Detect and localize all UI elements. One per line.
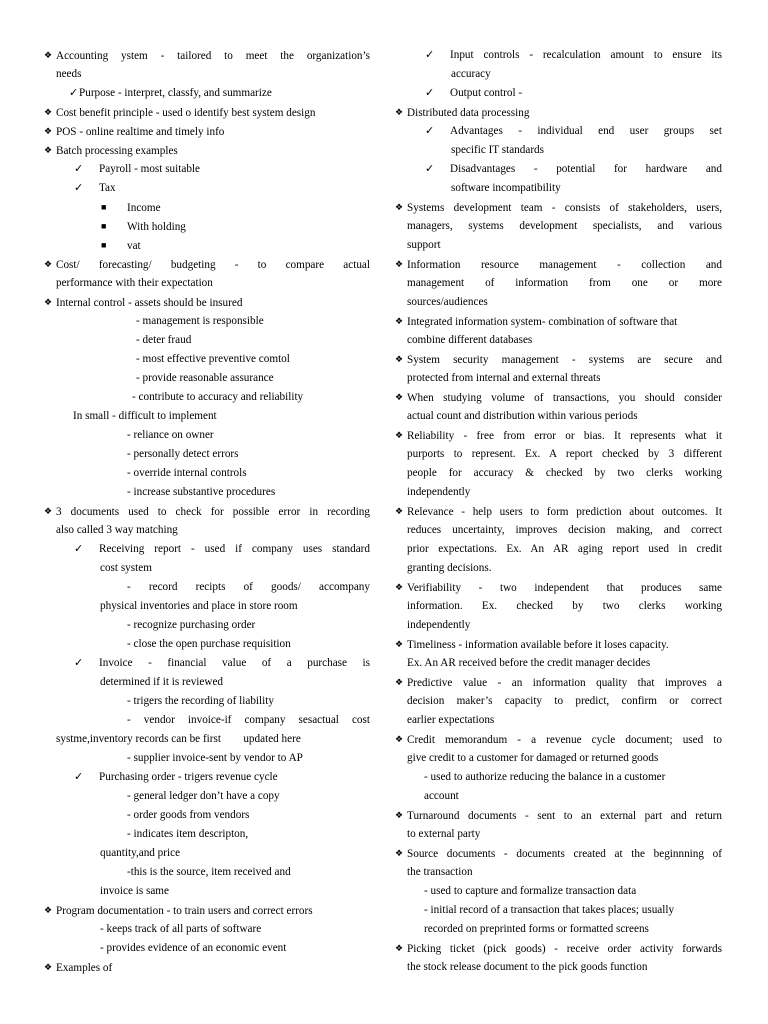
- line-text: granting decisions.: [407, 562, 492, 574]
- line-text: Batch processing examples: [56, 145, 178, 157]
- line-text: determined if it is reviewed: [100, 676, 224, 688]
- line-text: support: [407, 239, 441, 251]
- text-line: [395, 426, 722, 445]
- text-line: [44, 825, 370, 844]
- line-text: With holding: [127, 221, 186, 233]
- bullet-diamond-icon: ❖: [44, 297, 53, 307]
- text-line: [395, 521, 722, 540]
- text-line: [44, 350, 370, 369]
- bullet-diamond-icon: ❖: [44, 107, 53, 117]
- text-line: [395, 445, 722, 464]
- text-line: [395, 179, 722, 198]
- line-text: System security management - systems are secure and: [407, 354, 722, 366]
- text-line: [44, 692, 370, 711]
- line-text: - order goods from vendors: [127, 809, 250, 821]
- line-text: 3 documents used to check for possible error in recording: [56, 506, 370, 518]
- text-line: [395, 65, 722, 84]
- text-line: [395, 825, 722, 844]
- square-bullet-icon: ■: [101, 240, 107, 250]
- line-text: - vendor invoice-if company sesactual cost: [127, 714, 370, 726]
- line-text: specific IT standards: [451, 144, 544, 156]
- line-text: independently: [407, 619, 471, 631]
- text-line: [44, 559, 370, 578]
- text-line: [395, 654, 722, 673]
- line-text: cost system: [100, 562, 152, 574]
- line-text: - personally detect errors: [127, 448, 239, 460]
- line-text: give credit to a customer for damaged or returned goods: [407, 752, 659, 764]
- line-text: purports to represent. Ex. A report checked by 3 different: [407, 448, 722, 460]
- text-line: [44, 521, 370, 540]
- line-text: invoice is same: [100, 885, 169, 897]
- line-text: - supplier invoice-sent by vendor to AP: [127, 752, 303, 764]
- bullet-diamond-icon: ❖: [395, 259, 404, 269]
- line-text: - increase substantive procedures: [127, 486, 276, 498]
- text-line: [44, 483, 370, 502]
- text-line: [395, 901, 722, 920]
- text-line: [395, 293, 722, 312]
- line-text: Advantages - individual end user groups set: [450, 125, 722, 137]
- text-line: [44, 331, 370, 350]
- line-text: recorded on preprinted forms or formatted screens: [424, 923, 649, 935]
- right-column: [395, 46, 722, 977]
- text-line: [395, 369, 722, 388]
- text-line: [395, 635, 722, 654]
- line-text: Cost/ forecasting/ budgeting - to compare actual: [56, 259, 370, 271]
- line-text: - reliance on owner: [127, 429, 214, 441]
- line-text: Credit memorandum - a revenue cycle document; used to: [407, 734, 722, 746]
- line-text: Program documentation - to train users and correct errors: [56, 905, 313, 917]
- line-text: Payroll - most suitable: [99, 163, 200, 175]
- line-text: Output control -: [450, 87, 523, 99]
- line-text: In small - difficult to implement: [73, 410, 217, 422]
- line-text: - override internal controls: [127, 467, 247, 479]
- checkmark-icon: ✓: [425, 87, 435, 99]
- line-text: management of information from one or more: [407, 277, 722, 289]
- text-line: [395, 863, 722, 882]
- text-line: [44, 445, 370, 464]
- line-text: - record recipts of goods/ accompany: [127, 581, 370, 593]
- line-text: to external party: [407, 828, 481, 840]
- line-text: also called 3 way matching: [56, 524, 178, 536]
- text-line: [44, 749, 370, 768]
- line-text: POS - online realtime and timely info: [56, 126, 225, 138]
- text-line: [395, 882, 722, 901]
- line-text: Disadvantages - potential for hardware and: [450, 163, 722, 175]
- text-line: [395, 255, 722, 274]
- text-line: [44, 426, 370, 445]
- text-line: [395, 844, 722, 863]
- text-line: [395, 160, 722, 179]
- line-text: - provides evidence of an economic event: [100, 942, 287, 954]
- text-line: [395, 122, 722, 141]
- text-line: [44, 654, 370, 673]
- bullet-diamond-icon: ❖: [395, 202, 404, 212]
- text-line: [44, 730, 370, 749]
- bullet-diamond-icon: ❖: [395, 734, 404, 744]
- text-line: [395, 597, 722, 616]
- line-text: protected from internal and external threats: [407, 372, 601, 384]
- text-line: [44, 635, 370, 654]
- line-text: combine different databases: [407, 334, 533, 346]
- line-text: Picking ticket (pick goods) - receive order activity forwards: [407, 943, 722, 955]
- line-text: the stock release document to the pick goods function: [407, 961, 648, 973]
- text-line: [44, 407, 370, 426]
- bullet-diamond-icon: ❖: [44, 145, 53, 155]
- line-text: quantity,and price: [100, 847, 181, 859]
- text-line: [395, 958, 722, 977]
- text-line: [395, 46, 722, 65]
- line-text: prior expectations. Ex. An AR aging report used in credit: [407, 543, 722, 555]
- line-text: - used to authorize reducing the balance in a customer: [424, 771, 666, 783]
- text-line: [44, 464, 370, 483]
- text-line: [44, 293, 370, 312]
- text-line: [395, 407, 722, 426]
- text-line: [395, 768, 722, 787]
- checkmark-icon: ✓: [74, 771, 84, 783]
- bullet-diamond-icon: ❖: [44, 50, 53, 60]
- text-line: [395, 730, 722, 749]
- bullet-diamond-icon: ❖: [395, 107, 404, 117]
- text-line: [395, 692, 722, 711]
- text-line: [44, 369, 370, 388]
- line-text: - management is responsible: [136, 315, 264, 327]
- line-text: - most effective preventive comtol: [136, 353, 290, 365]
- text-line: [395, 483, 722, 502]
- checkmark-icon: ✓: [69, 87, 79, 99]
- text-line: [44, 920, 370, 939]
- text-line: [44, 768, 370, 787]
- line-text: - initial record of a transaction that takes places; usually: [424, 904, 675, 916]
- text-line: [395, 806, 722, 825]
- line-text: Purpose - interpret, classfy, and summarize: [79, 87, 272, 99]
- bullet-diamond-icon: ❖: [395, 848, 404, 858]
- text-line: [395, 350, 722, 369]
- line-text: When studying volume of transactions, you should consider: [407, 392, 722, 404]
- line-text: Invoice - financial value of a purchase is: [99, 657, 370, 669]
- line-text: Turnaround documents - sent to an external part and return: [407, 810, 722, 822]
- line-text: Purchasing order - trigers revenue cycle: [99, 771, 278, 783]
- line-text: physical inventories and place in store room: [100, 600, 298, 612]
- line-text: needs: [56, 68, 82, 80]
- bullet-diamond-icon: ❖: [395, 392, 404, 402]
- text-line: [395, 749, 722, 768]
- line-text: - indicates item descripton,: [127, 828, 249, 840]
- line-text: the transaction: [407, 866, 473, 878]
- text-line: [44, 274, 370, 293]
- text-line: [395, 559, 722, 578]
- text-line: [395, 939, 722, 958]
- text-line: [395, 217, 722, 236]
- text-line: [44, 502, 370, 521]
- checkmark-icon: ✓: [425, 125, 435, 137]
- line-text: performance with their expectation: [56, 277, 213, 289]
- bullet-diamond-icon: ❖: [395, 639, 404, 649]
- text-line: [44, 46, 370, 65]
- line-text: reduces uncertainty, improves decision making, and correct: [407, 524, 722, 536]
- line-text: Tax: [99, 182, 116, 194]
- line-text: - keeps track of all parts of software: [100, 923, 262, 935]
- text-line: [44, 787, 370, 806]
- text-line: [44, 122, 370, 141]
- text-line: [395, 141, 722, 160]
- text-line: [395, 388, 722, 407]
- text-line: [44, 236, 370, 255]
- text-line: [395, 540, 722, 559]
- line-text: people for accuracy & checked by two clerks working: [407, 467, 722, 479]
- bullet-diamond-icon: ❖: [395, 316, 404, 326]
- checkmark-icon: ✓: [74, 657, 84, 669]
- line-text: - contribute to accuracy and reliability: [132, 391, 304, 403]
- text-line: [395, 84, 722, 103]
- text-line: [44, 863, 370, 882]
- line-text: Examples of: [56, 962, 113, 974]
- line-text: Verifiability - two independent that produces same: [407, 582, 722, 594]
- text-line: [395, 312, 722, 331]
- text-line: [395, 236, 722, 255]
- line-text: systme,inventory records can be first updated here: [56, 733, 301, 745]
- text-line: [44, 84, 370, 103]
- checkmark-icon: ✓: [425, 163, 435, 175]
- text-line: [44, 673, 370, 692]
- line-text: Accounting ystem - tailored to meet the organization’s: [56, 50, 370, 62]
- text-line: [44, 141, 370, 160]
- text-line: [395, 274, 722, 293]
- line-text: information. Ex. checked by two clerks working: [407, 600, 722, 612]
- line-text: - trigers the recording of liability: [127, 695, 274, 707]
- text-line: [395, 578, 722, 597]
- line-text: Cost benefit principle - used o identify best system design: [56, 107, 316, 119]
- left-column: [44, 46, 370, 977]
- bullet-diamond-icon: ❖: [44, 259, 53, 269]
- bullet-diamond-icon: ❖: [395, 430, 404, 440]
- line-text: Input controls - recalculation amount to ensure its: [450, 49, 722, 61]
- checkmark-icon: ✓: [74, 543, 84, 555]
- line-text: - recognize purchasing order: [127, 619, 256, 631]
- text-line: [395, 103, 722, 122]
- line-text: sources/audiences: [407, 296, 488, 308]
- line-text: account: [424, 790, 459, 802]
- text-line: [44, 616, 370, 635]
- text-line: [395, 198, 722, 217]
- text-line: [44, 217, 370, 236]
- line-text: - deter fraud: [136, 334, 192, 346]
- line-text: - provide reasonable assurance: [136, 372, 274, 384]
- line-text: Income: [127, 202, 161, 214]
- checkmark-icon: ✓: [74, 182, 84, 194]
- line-text: Timeliness - information available before it loses capacity.: [407, 639, 669, 651]
- text-line: [44, 901, 370, 920]
- line-text: Integrated information system- combination of software that: [407, 316, 678, 328]
- line-text: Information resource management - collection and: [407, 259, 722, 271]
- bullet-diamond-icon: ❖: [395, 810, 404, 820]
- checkmark-icon: ✓: [74, 163, 84, 175]
- line-text: Relevance - help users to form prediction about outcomes. It: [407, 506, 722, 518]
- text-line: [44, 65, 370, 84]
- text-line: [44, 578, 370, 597]
- bullet-diamond-icon: ❖: [395, 354, 404, 364]
- line-text: actual count and distribution within various periods: [407, 410, 638, 422]
- line-text: independently: [407, 486, 471, 498]
- text-line: [44, 806, 370, 825]
- line-text: Receiving report - used if company uses standard: [99, 543, 370, 555]
- bullet-diamond-icon: ❖: [395, 943, 404, 953]
- text-line: [395, 502, 722, 521]
- text-line: [44, 179, 370, 198]
- text-line: [44, 312, 370, 331]
- line-text: Ex. An AR received before the credit manager decides: [407, 657, 651, 669]
- line-text: -this is the source, item received and: [127, 866, 291, 878]
- checkmark-icon: ✓: [425, 49, 435, 61]
- bullet-diamond-icon: ❖: [44, 962, 53, 972]
- text-line: [44, 198, 370, 217]
- line-text: Internal control - assets should be insured: [56, 297, 243, 309]
- line-text: accuracy: [451, 68, 491, 80]
- text-line: [44, 255, 370, 274]
- text-line: [44, 160, 370, 179]
- text-line: [395, 920, 722, 939]
- line-text: decision maker’s capacity to predict, confirm or correct: [407, 695, 722, 707]
- bullet-diamond-icon: ❖: [44, 126, 53, 136]
- line-text: earlier expectations: [407, 714, 495, 726]
- bullet-diamond-icon: ❖: [44, 506, 53, 516]
- line-text: - close the open purchase requisition: [127, 638, 291, 650]
- text-line: [44, 882, 370, 901]
- text-line: [395, 787, 722, 806]
- text-line: [44, 958, 370, 977]
- text-line: [44, 103, 370, 122]
- text-line: [395, 711, 722, 730]
- line-text: vat: [127, 240, 141, 252]
- line-text: Source documents - documents created at the beginnning of: [407, 848, 722, 860]
- line-text: Reliability - free from error or bias. It represents what it: [407, 430, 722, 442]
- bullet-diamond-icon: ❖: [395, 677, 404, 687]
- line-text: - general ledger don’t have a copy: [127, 790, 280, 802]
- text-line: [44, 939, 370, 958]
- line-text: - used to capture and formalize transaction data: [424, 885, 637, 897]
- text-line: [44, 844, 370, 863]
- line-text: managers, systems development specialists, and various: [407, 220, 722, 232]
- line-text: Predictive value - an information quality that improves a: [407, 677, 722, 689]
- square-bullet-icon: ■: [101, 221, 107, 231]
- text-line: [395, 331, 722, 350]
- text-line: [395, 673, 722, 692]
- square-bullet-icon: ■: [101, 202, 107, 212]
- bullet-diamond-icon: ❖: [395, 582, 404, 592]
- bullet-diamond-icon: ❖: [44, 905, 53, 915]
- text-line: [395, 464, 722, 483]
- line-text: Systems development team - consists of stakeholders, users,: [407, 202, 722, 214]
- text-line: [44, 711, 370, 730]
- line-text: Distributed data processing: [407, 107, 530, 119]
- text-line: [395, 616, 722, 635]
- line-text: software incompatibility: [451, 182, 561, 194]
- text-line: [44, 540, 370, 559]
- text-line: [44, 388, 370, 407]
- bullet-diamond-icon: ❖: [395, 506, 404, 516]
- text-line: [44, 597, 370, 616]
